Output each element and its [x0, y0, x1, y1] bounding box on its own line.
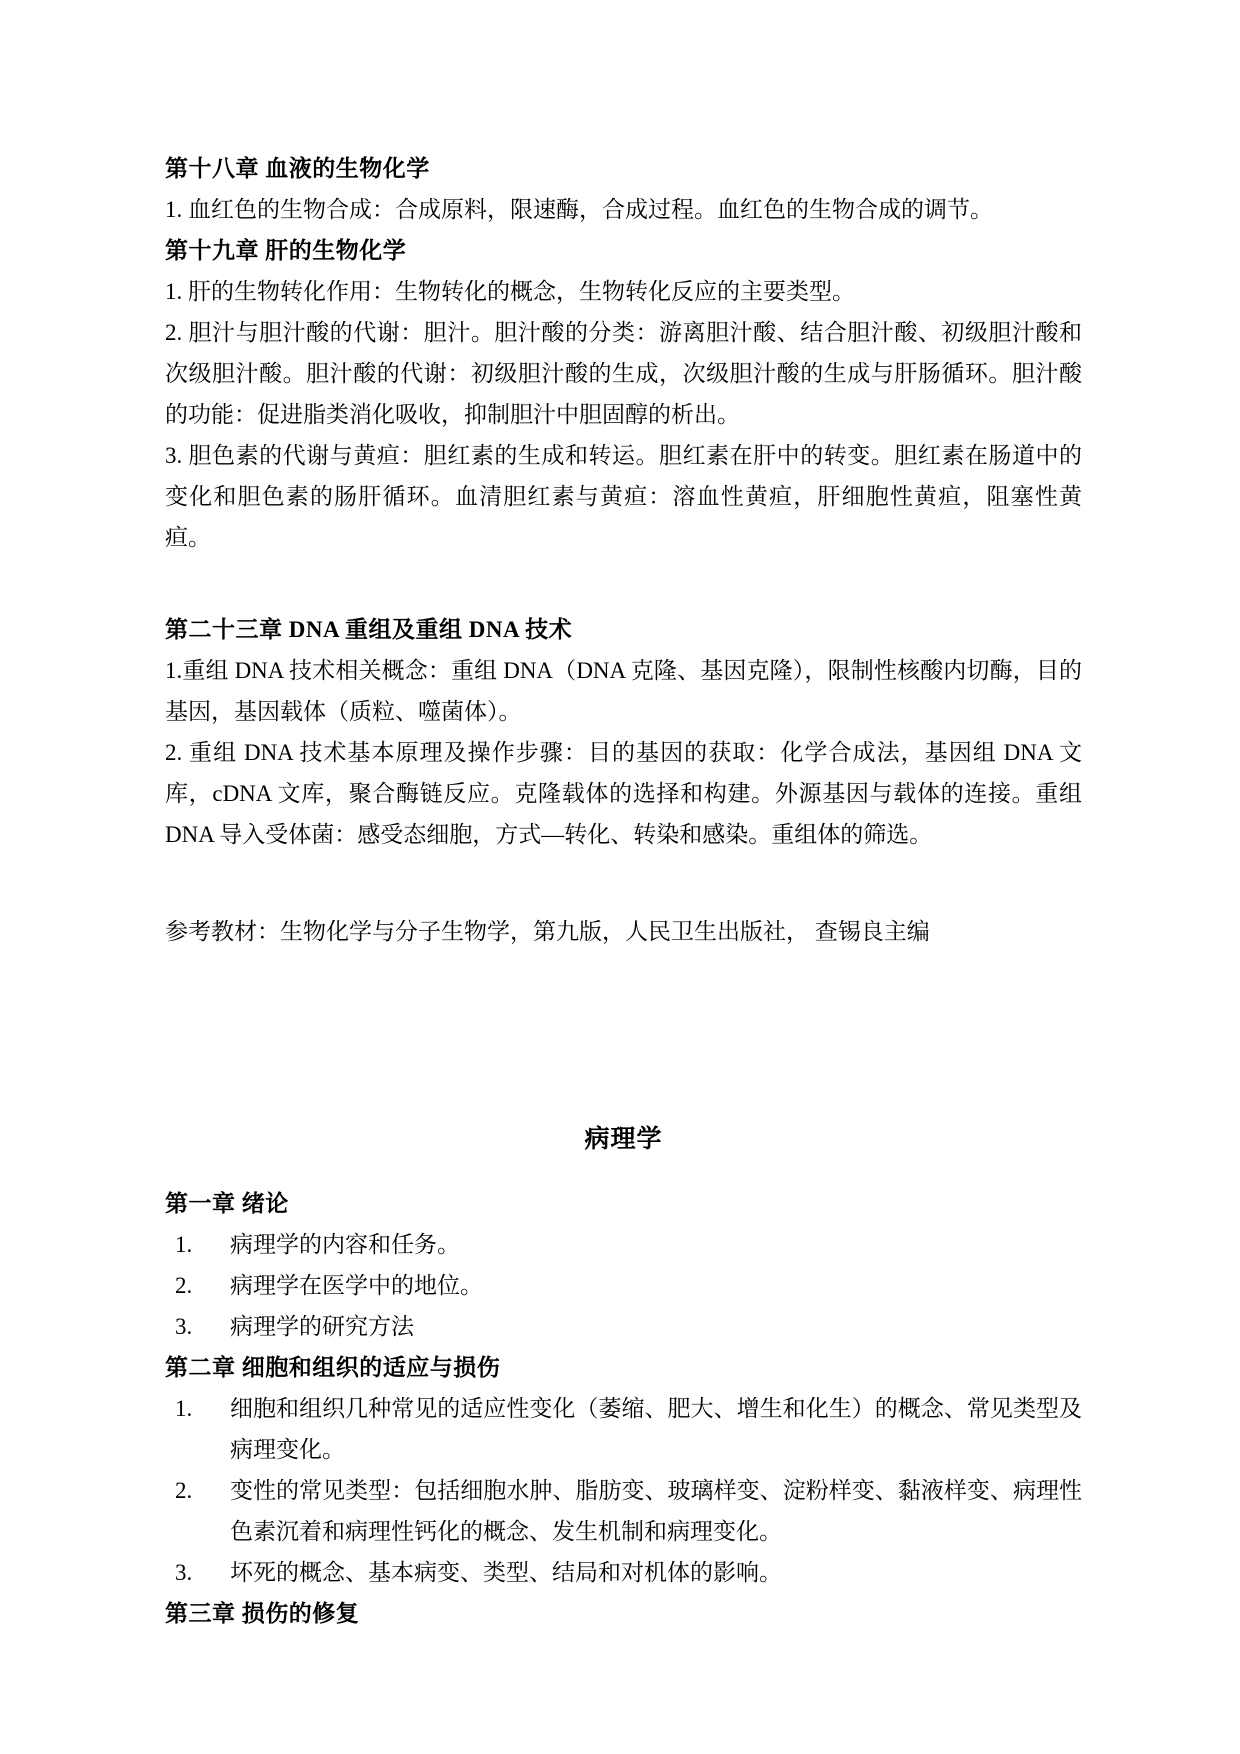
list-item-number: 1. — [175, 1232, 193, 1257]
list-item — [165, 1224, 1082, 1265]
chapter-18-heading: 第十八章 血液的生物化学 — [165, 156, 430, 181]
chapter-19-item-1: 1. 肝的生物转化作用：生物转化的概念，生物转化反应的主要类型。 — [165, 279, 855, 304]
list-item-text: 病理学在医学中的地位。 — [230, 1273, 483, 1298]
list-item — [165, 1306, 1082, 1347]
chapter-23-item-1: 1.重组 DNA 技术相关概念：重组 DNA（DNA 克隆、基因克隆），限制性核酸内切酶，目的基因，基因载体（质粒、噬菌体）。 — [165, 658, 1082, 724]
list-item-text: 病理学的内容和任务。 — [230, 1232, 460, 1257]
pathology-chapter-1-heading: 第一章 绪论 — [165, 1191, 289, 1216]
pathology-section-title: 病理学 — [584, 1126, 663, 1153]
list-item-text: 病理学的研究方法 — [230, 1314, 414, 1339]
chapter-23-item-2: 2. 重组 DNA 技术基本原理及操作步骤：目的基因的获取：化学合成法，基因组 DNA 文库，cDNA 文库，聚合酶链反应。克隆载体的选择和构建。外源基因与载体的连接。重组 DNA 导入受体菌：感受态细胞，方式—转化、转染和感染。重组体的筛选。 — [165, 740, 1082, 847]
list-item-number: 2. — [175, 1273, 193, 1298]
list-item — [165, 1265, 1082, 1306]
list-item — [165, 1470, 1082, 1552]
list-item — [165, 1552, 1082, 1593]
pathology-chapter-3-heading: 第三章 损伤的修复 — [165, 1601, 360, 1626]
chapter-19-item-2: 2. 胆汁与胆汁酸的代谢：胆汁。胆汁酸的分类：游离胆汁酸、结合胆汁酸、初级胆汁酸和次级胆汁酸。胆汁酸的代谢：初级胆汁酸的生成，次级胆汁酸的生成与肝肠循环。胆汁酸的功能：促进脂类消化吸收，抑制胆汁中胆固醇的析出。 — [165, 320, 1082, 427]
document-body — [165, 148, 1082, 1634]
chapter-19-heading: 第十九章 肝的生物化学 — [165, 238, 407, 263]
list-item-number: 1. — [175, 1396, 193, 1421]
list-item-text: 坏死的概念、基本病变、类型、结局和对机体的影响。 — [230, 1560, 782, 1585]
list-item-text: 变性的常见类型：包括细胞水肿、脂肪变、玻璃样变、淀粉样变、黏液样变、病理性色素沉着和病理性钙化的概念、发生机制和病理变化。 — [230, 1478, 1082, 1544]
chapter-18-item-1: 1. 血红色的生物合成：合成原料，限速酶，合成过程。血红色的生物合成的调节。 — [165, 197, 993, 222]
list-item-number: 3. — [175, 1560, 193, 1585]
chapter-23-heading: 第二十三章 DNA 重组及重组 DNA 技术 — [165, 617, 573, 642]
list-item-text: 细胞和组织几种常见的适应性变化（萎缩、肥大、增生和化生）的概念、常见类型及病理变化。 — [230, 1396, 1082, 1462]
list-item-number: 2. — [175, 1478, 193, 1503]
pathology-chapter-2-heading: 第二章 细胞和组织的适应与损伤 — [165, 1355, 501, 1380]
chapter-19-item-3: 3. 胆色素的代谢与黄疸：胆红素的生成和转运。胆红素在肝中的转变。胆红素在肠道中的变化和胆色素的肠肝循环。血清胆红素与黄疸：溶血性黄疸，肝细胞性黄疸，阻塞性黄疸。 — [165, 443, 1082, 550]
reference-material-line: 参考教材：生物化学与分子生物学，第九版，人民卫生出版社， 查锡良主编 — [165, 919, 930, 944]
list-item — [165, 1388, 1082, 1470]
list-item-number: 3. — [175, 1314, 193, 1339]
